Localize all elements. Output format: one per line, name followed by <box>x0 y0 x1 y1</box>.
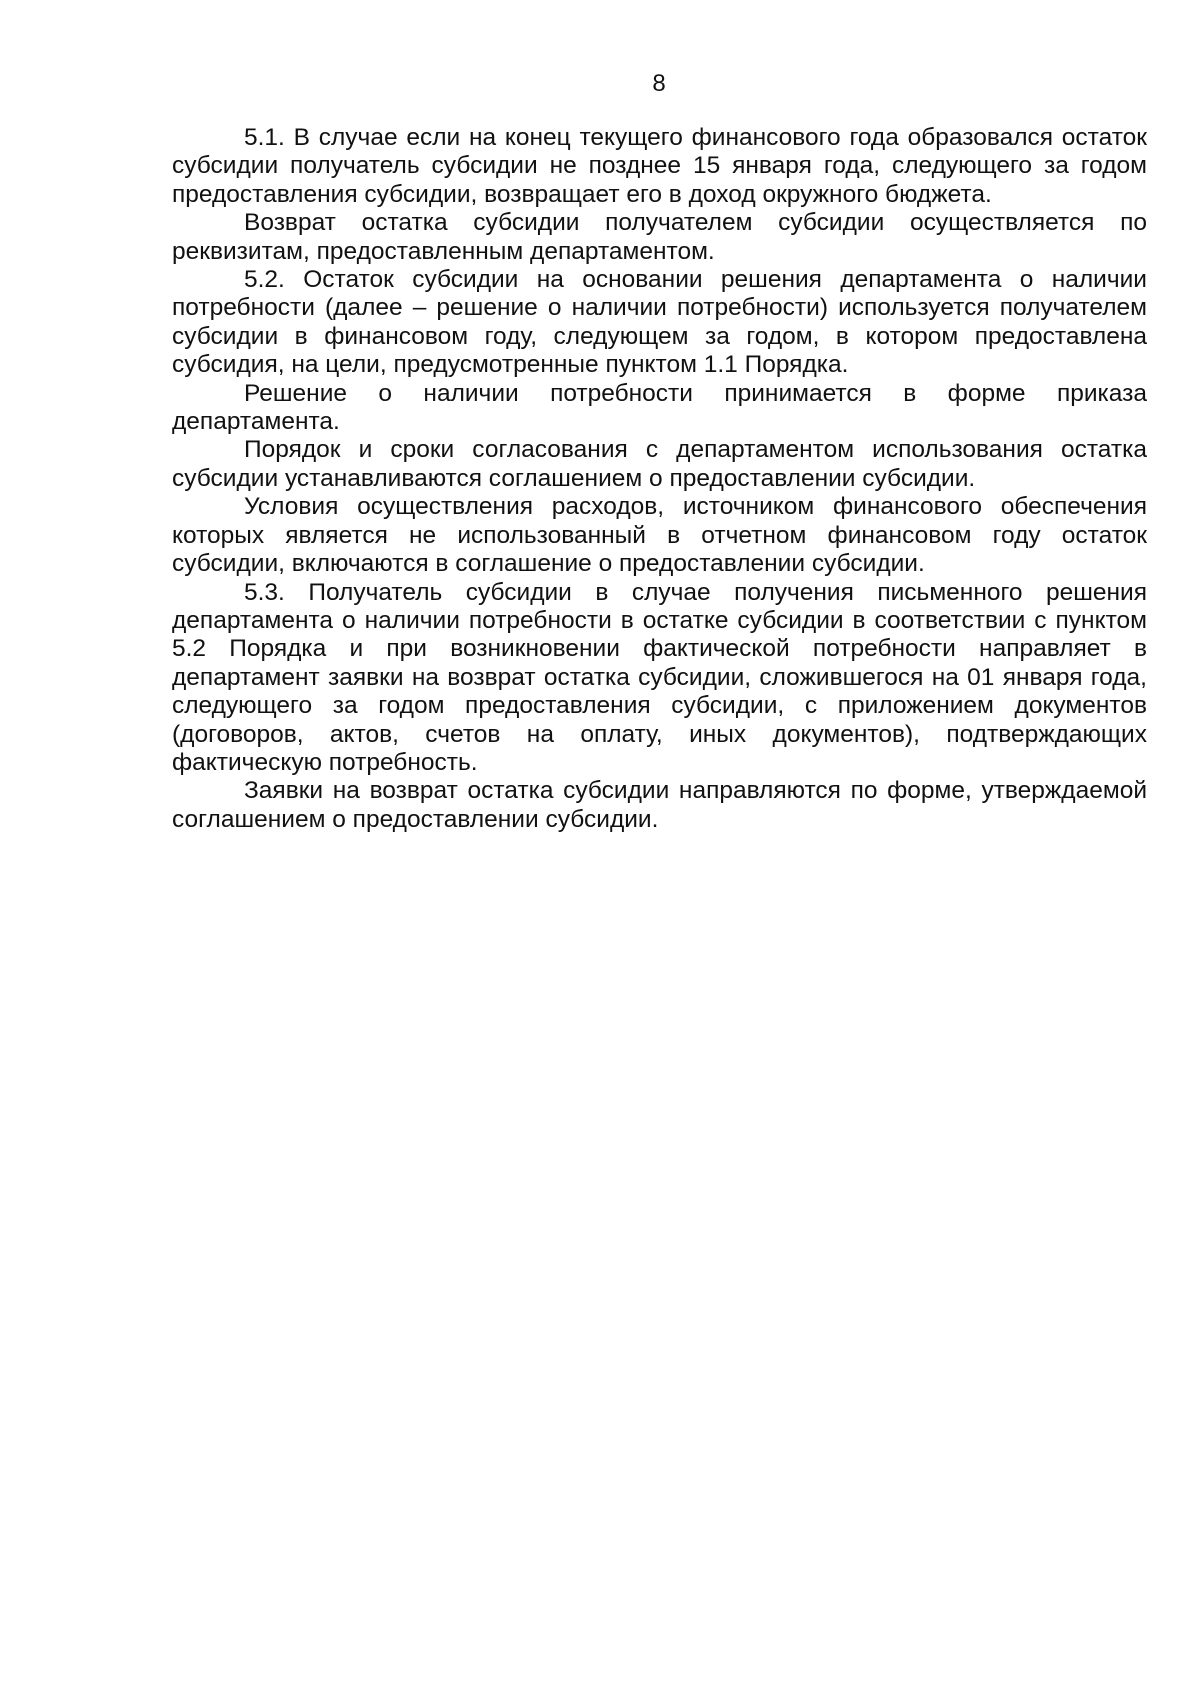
paragraph-approval-procedure: Порядок и сроки согласования с департаментом использования остатка субсидии устанавливаются соглашением о предоставлении субсидии. <box>172 436 1147 492</box>
document-body <box>172 124 1147 834</box>
page-number: 8 <box>652 70 666 97</box>
paragraph-decision-form: Решение о наличии потребности принимается в форме приказа департамента. <box>172 379 1147 436</box>
paragraph-5-2: 5.2. Остаток субсидии на основании решения департамента о наличии потребности (далее – решение о наличии потребности) используется получателем субсидии в финансовом году, следующем за годом, в котором предоставлена субсидия, на цели, предусмотренные пунктом 1.1 Порядка. <box>172 266 1147 379</box>
paragraph-refund-details: Возврат остатка субсидии получателем субсидии осуществляется по реквизитам, предоставленным департаментом. <box>172 209 1147 265</box>
paragraph-5-1: 5.1. В случае если на конец текущего финансового года образовался остаток субсидии получатель субсидии не позднее 15 января года, следующего за годом предоставления субсидии, возвращает его в доход окружного бюджета. <box>172 124 1147 208</box>
paragraph-expense-conditions: Условия осуществления расходов, источником финансового обеспечения которых является не использованный в отчетном финансовом году остаток субсидии, включаются в соглашение о предоставлении субсидии. <box>172 493 1147 578</box>
paragraph-5-3: 5.3. Получатель субсидии в случае получения письменного решения департамента о наличии потребности в остатке субсидии в соответствии с пунктом 5.2 Порядка и при возникновении фактической потребности направляет в департамент заявки на возврат остатка субсидии, сложившегося на 01 января года, следующего за годом предоставления субсидии, с приложением документов (договоров, актов, счетов на оплату, иных документов), подтверждающих фактическую потребность. <box>172 578 1147 776</box>
paragraph-application-form: Заявки на возврат остатка субсидии направляются по форме, утверждаемой соглашением о предоставлении субсидии. <box>172 777 1147 833</box>
